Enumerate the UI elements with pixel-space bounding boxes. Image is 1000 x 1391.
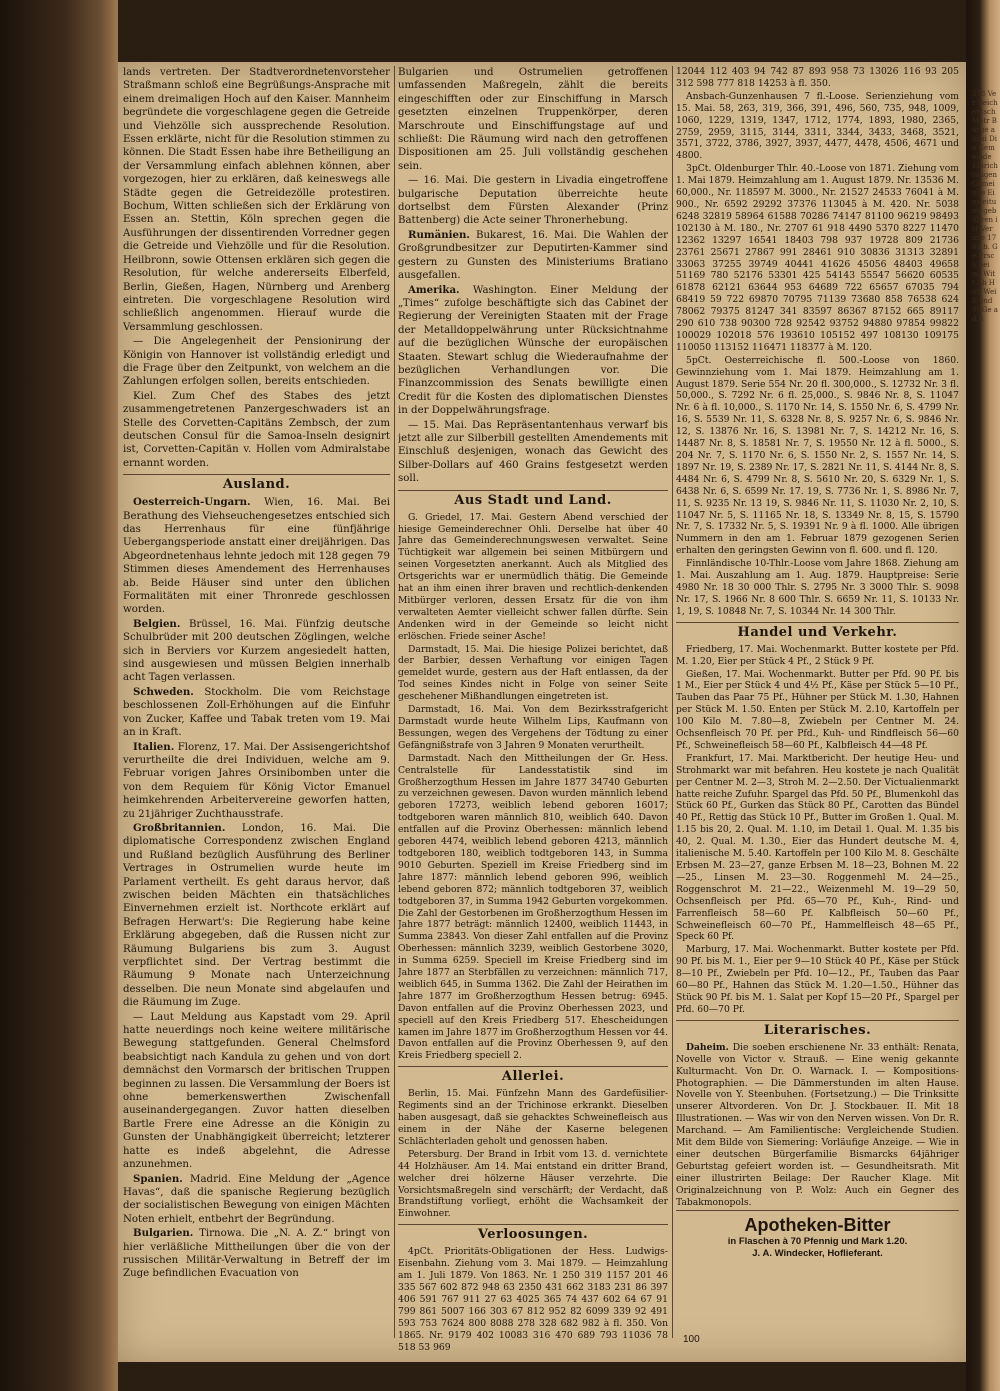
section-heading: Aus Stadt und Land. <box>398 490 668 509</box>
article-paragraph <box>398 644 668 704</box>
next-page-edge <box>966 0 1000 1391</box>
article-paragraph <box>398 66 668 173</box>
section-heading: Ausland. <box>123 474 390 493</box>
article-paragraph <box>123 66 390 334</box>
article-paragraph <box>398 229 668 283</box>
article-text: Petersburg. Der Brand in Irbit vom 13. d. vernichtete 44 Holzhäuser. Am 14. Mai entstand ein dritter Brand, welcher drei hölzerne Häuser verzehrte. Die Vorsichtsmaßregeln sind verschärft; der Verdacht, daß Brandstiftung vorliegt, erhöht die Wachsamkeit der Einwohner. <box>398 1148 668 1220</box>
section-heading: Handel und Verkehr. <box>676 622 959 641</box>
article-text: Stockholm. Die vom Reichstage beschlossenen Zoll-Erhöhungen auf die Einfuhr von Zucker, Kaffee und Tabak treten vom 19. Mai an in Kraft. <box>123 686 390 739</box>
article-text: Darmstadt. Nach den Mittheilungen der Gr. Hess. Centralstelle für Landesstatistik sind im Großherzogthum Hessen im Jahre 1877 34740 Geburten zu verzeichnen gewesen. Davon wurden männlich lebend geboren 17273, weiblich lebend geboren 16017; todtgeboren waren männlich 810, weiblich 640. Davon entfallen auf die Provinz Oberhessen: männlich lebend geboren 4474, weiblich lebend geboren 4213, männlich todtgeboren 180, weiblich todtgeboren 143, in Summa 9010 Geburten. Speziell im Kreise Friedberg sind im Jahre 1877: männlich lebend geboren 996, weiblich lebend geboren 872; männlich todtgeboren 37, weiblich todtgeboren 37, in Summa 1942 Geburten vorgekommen. Die Zahl der Gestorbenen im Großherzogthum Hessen im Jahre 1877 beträgt: männlich 12400, weiblich 11443, in Summa 23843. Von dieser Zahl entfallen auf die Provinz Oberhessen: männlich 3239, weiblich Gestorbene 3020, in Summa 6259. Speciell im Kreise Friedberg sind im Jahre 1877 an Sterbfällen zu verzeichnen: männlich 717, weiblich 645, in Summa 1362. Die Zahl der Heirathen im Jahre 1877 im Großherzogthum Hessen betrug: 6945. Davon entfallen auf die Provinz Oberhessen 2023, und speciell auf den Kreis Friedberg 517. Ehescheidungen kamen im Jahre 1877 im Großherzogthum Hessen vor 44. Davon entfallen auf die Provinz Oberhessen 9, auf den Kreis Friedberg speciell 2. <box>398 752 668 1062</box>
article-lead: Oesterreich-Ungarn. <box>133 496 251 509</box>
article-paragraph <box>123 618 390 685</box>
article-paragraph <box>123 496 390 617</box>
article-text: Wien, 16. Mai. Bei Berathung des Viehseuchengesetzes entschied sich das Herrenhaus für eine fünfjährige Uebergangsperiode anstatt einer dreijährigen. Das Abgeordnetenhaus lehnte jedoch mit 128 gegen 79 Stimmen dieses Amendement des Herrenhauses ab. Beide Häuser sind unter den üblichen Formalitäten mit einer Thronrede geschlossen worden. <box>123 497 390 616</box>
article-paragraph <box>123 335 390 389</box>
section-heading: Verloosungen. <box>398 1224 668 1243</box>
article-text: Frankfurt, 17. Mai. Marktbericht. Der heutige Heu- und Strohmarkt war mit befahren. Heu kostete je nach Qualität per Centner M. 2—3, Stroh M. 2—2.50. Der Victualienmarkt hatte reiche Zufuhr. Spargel das Pfd. 50 Pf., Blumenkohl das Stück 60 Pf., Gurken das Stück 80 Pf., Carotten das Bündel 40 Pf., Rettig das Stück 10 Pf., Butter im Großen 1. Qual. M. 1.15 bis 20, 2. Qual. M. 1.10, im Detail 1. Qual. M. 1.35 bis 40, 2. Qual. M. 1.30., Eier das Hundert deutsche M. 4, italienische M. 5.40. Kartoffeln per 100 Kilo M. 8. Geschälte Erbsen M. 23—27, ganze Erbsen M. 18—23, Bohnen M. 22—25., Linsen M. 23—30. Roggenmehl M. 24—25., Roggenschrot M. 21—22., Weizenmehl M. 19—29 50, Ochsenfleisch per Pfd. 65—70 Pf., Kuh-, Rind- und Farrenfleisch 58—60 Pf. Kalbfleisch 50—60 Pf., Schweinefleisch 60—70 Pf., Hammelfleisch 48—65 Pf., Speck 60 Pf. <box>676 752 959 943</box>
article-paragraph <box>398 512 668 643</box>
article-paragraph <box>676 944 959 1015</box>
article-paragraph <box>398 1149 668 1220</box>
article-paragraph <box>398 174 668 228</box>
article-text: Darmstadt, 16. Mai. Von dem Bezirksstrafgericht Darmstadt wurde heute Wilhelm Lips, Kaufmann von Bessungen, wegen des Vergehens der Tödtung zu einer Gefängnißstrafe von 3 Jahren 9 Monaten verurtheilt. <box>398 704 668 751</box>
article-paragraph <box>676 1042 959 1209</box>
article-lead: Belgien. <box>133 617 181 630</box>
article-lead: Daheim. <box>686 1041 729 1053</box>
article-paragraph <box>398 1088 668 1148</box>
column-divider <box>672 66 673 1338</box>
section-heading: Allerlei. <box>398 1066 668 1085</box>
article-text: Marburg, 17. Mai. Wochenmarkt. Butter kostete per Pfd. 90 Pf. bis M. 1., Eier per 9—10 Stück 40 Pf., Käse per Stück 8—10 Pf., Zwiebeln per Pfd. 10—12., Pf., Tauben das Paar 60—80 Pf., Hahnen das Stück M. 1.20—1.50., Hühner das Stück 90 Pf. bis M. 1. Salat per Kopf 15—20 Pf., Spargel per Pfd. 60—70 Pf. <box>676 944 959 1015</box>
article-text: Ansbach-Gunzenhausen 7 fl.-Loose. Serienziehung vom 15. Mai. 58, 263, 319, 366, 391, 496, 560, 735, 948, 1009, 1060, 1229, 1319, 1347, 1712, 1774, 1893, 1980, 2365, 2759, 2959, 3115, 3144, 3311, 3344, 3433, 3468, 3521, 3571, 3722, 3786, 3927, 3937, 4477, 4478, 4506, 4671 und 4800. <box>676 90 959 162</box>
article-text: G. Griedel, 17. Mai. Gestern Abend verschied der hiesige Gemeinderechner Ohli. Derselbe hat über 40 Jahre das Gemeinderechnungswesen verwaltet. Seine Tüchtigkeit war allgemein bei seinen Mitbürgern und seinen Vorgesetzten anerkannt. Auch als Mitglied des Ortsgerichts war er unermüdlich thätig. Die Gemeinde hat an ihm einen ihrer braven und rechtlich-denkenden Mitbürger verloren, dessen Ersatz für die von ihm verwalteten Aemter vielleicht schwer fallen dürfte. Sein Andenken wird in der Gemeinde so leicht nicht erlöschen. Friede seiner Asche! <box>398 511 668 642</box>
article-lead: Großbritannien. <box>133 821 226 834</box>
article-text: Washington. Einer Meldung der „Times“ zufolge beschäftigte sich das Cabinet der Regierung der Vereinigten Staaten mit der Frage der Metalldoppelwährung unter Rücksichtnahme auf die bezüglichen Wünsche der europäischen Staaten. Stewart schlug die Wiederaufnahme der bezüglichen Verhandlungen vor. Die Finanzcommission des Senats bewilligte einen Credit für die Kosten des diplomatischen Dienstes in der Doppelwährungsfrage. <box>398 284 668 417</box>
article-paragraph <box>123 1173 390 1227</box>
article-text: 12044 112 403 94 742 87 893 958 73 13026 116 93 205 312 598 777 818 14253 à fl. 350. <box>676 66 959 89</box>
article-text: — 16. Mai. Die gestern in Livadia eingetroffene bulgarische Deputation überreichte heute dortselbst dem Fürsten Alexander (Prinz Battenberg) die Acte seiner Thronerhebung. <box>398 175 668 227</box>
advertisement-title: Apotheken-Bitter <box>676 1210 959 1236</box>
next-page-fragment-text: 378 Ver Reich entsch Matr Bürge abzui Die Gemeinde Einrichtungen Gemeinde Einweitung gebühren ist Vermie 1764 b. Ge Ersch heim. Witt Ab Hoff Weiß und St Ge a d n <box>972 90 998 323</box>
article-paragraph <box>123 741 390 821</box>
article-text: Berlin, 15. Mai. Fünfzehn Mann des Gardefüsilier-Regiments sind an der Trichinose erkrankt. Dieselben haben ausgesagt, daß sie gehacktes Schweinefleisch aus einem in der Nähe der Kaserne belegenen Schlächterladen geholt und genossen haben. <box>398 1088 668 1147</box>
article-paragraph <box>123 1227 390 1281</box>
article-text: — 15. Mai. Das Repräsentantenhaus verwarf bis jetzt alle zur Silberbill gestellten Amendements mit Einschluß desjenigen, wonach das Gewicht des Silber-Dollars auf 460 Grains festgesetzt werden soll. <box>398 419 668 485</box>
advertisement-firm: J. A. Windecker, Hoflieferant. <box>752 1248 883 1260</box>
column-right-body <box>676 66 959 1208</box>
article-text: Friedberg, 17. Mai. Wochenmarkt. Butter kostete per Pfd. M. 1.20, Eier per Stück 4 Pf., 2 Stück 9 Pf. <box>676 643 959 667</box>
article-paragraph <box>676 163 959 354</box>
column-right <box>676 66 959 1362</box>
article-text: 5pCt. Oesterreichische fl. 500.-Loose von 1860. Gewinnziehung vom 1. Mai 1879. Heimzahlung am 1. August 1879. Serie 554 Nr. 20 fl. 300,000., S. 12732 Nr. 3 fl. 50,000., S. 7292 Nr. 6 fl. 25,000., S. 9846 Nr. 8, S. 11047 Nr. 6 à fl. 10,000., S. 1170 Nr. 14, S. 1550 Nr. 6, S. 4799 Nr. 16, S. 5539 Nr. 11, S. 6328 Nr. 8, S. 9257 Nr. 6, S. 9846 Nr. 12, S. 13876 Nr. 16, S. 13981 Nr. 7, S. 14212 Nr. 16, S. 14487 Nr. 8, S. 18581 Nr. 7, S. 19550 Nr. 12 à fl. 5000., S. 204 Nr. 7, S. 1170 Nr. 6, S. 1550 Nr. 2, S. 1557 Nr. 14, S. 1897 Nr. 19, S. 2389 Nr. 17, S. 2821 Nr. 11, S. 4144 Nr. 8, S. 4484 Nr. 6, S. 4799 Nr. 8, S. 5610 Nr. 20, S. 6329 Nr. 1, S. 6438 Nr. 6, S. 6599 Nr. 17. 19, S. 7736 Nr. 1, S. 8986 Nr. 7, 11, S. 9235 Nr. 13 19, S. 9846 Nr. 11, S. 11030 Nr. 2, 10, S. 11047 Nr. 5, S. 11165 Nr. 18, S. 13349 Nr. 8, 15, S. 15790 Nr. 7, S. 17332 Nr. 5, S. 19391 Nr. 9 à fl. 1000. Alle übrigen Nummern in den am 1. Februar 1879 gezogenen Serien erhalten den geringsten Gewinn von fl. 600. und fl. 120. <box>676 354 959 557</box>
article-text: Kiel. Zum Chef des Stabes des jetzt zusammengetretenen Panzergeschwaders ist an Stelle des Corvetten-Capitäns Zembsch, der zum deutschen Consul für die Samoa-Inseln designirt ist, Corvetten-Capitän v. Hollen vom Admiralstabe ernannt worden. <box>123 390 390 469</box>
article-lead: Bulgarien. <box>133 1227 194 1240</box>
article-text: Gießen, 17. Mai. Wochenmarkt. Butter per Pfd. 90 Pf. bis 1 M., Eier per Stück 4 und 4½ Pf., Käse per Stück 5—10 Pf., Tauben das Paar 75 Pf., Hühner per Stück M. 1.30, Hahnen per Stück M. 1.50. Enten per Stück M. 2.10, Kartoffeln per 100 Kilo M. 7.80—8, Zwiebeln per Centner M. 24. Ochsenfleisch 70 Pf. per Pfd., Kuh- und Rindfleisch 56—60 Pf., Schweinefleisch 58—60 Pf., Kalbfleisch 44—48 Pf. <box>676 668 959 751</box>
article-lead: Spanien. <box>133 1172 183 1185</box>
article-paragraph <box>676 644 959 668</box>
article-text: Florenz, 17. Mai. Der Assisengerichtshof verurtheilte die drei Individuen, welche am 9. Februar vorigen Jahres Orsinibomben unter die von dem Requiem für König Victor Emanuel heimkehrenden Arbeitervereine geworfen hatten, zu 21jähriger Zuchthausstrafe. <box>123 741 390 820</box>
article-paragraph <box>676 558 959 618</box>
article-text: Brüssel, 16. Mai. Fünfzig deutsche Schulbrüder mit 200 deutschen Zöglingen, welche sich in Berviers vor Kurzem angesiedelt hatten, sind ausgewiesen und müssen Belgien innerhalb acht Tagen verlassen. <box>123 618 390 684</box>
article-lead: Amerika. <box>408 283 460 296</box>
article-paragraph <box>676 753 959 944</box>
advertisement-price-line: in Flaschen à 70 Pfennig und Mark 1.20. <box>727 1236 908 1248</box>
article-paragraph <box>676 91 959 162</box>
article-paragraph <box>676 355 959 557</box>
article-text: Bulgarien und Ostrumelien getroffenen umfassenden Maßregeln, zählt die bereits eingeschifften oder zur Einschiffung in Marsch gesetzten einzelnen Truppenkörper, deren Marschroute und Einschiffungstage auf und schließt: Die Räumung wird nach den getroffenen Dispositionen am 25. Juli vollständig geschehen sein. <box>398 67 668 172</box>
column-divider <box>394 66 395 1338</box>
article-text: Bukarest, 16. Mai. Die Wahlen der Großgrundbesitzer zur Deputirten-Kammer sind gestern zu Gunsten des Ministeriums Bratiano ausgefallen. <box>398 229 668 282</box>
page-number: 100 <box>683 1334 700 1345</box>
article-text: Tirnowa. Die „N. A. Z.“ bringt von hier verläßliche Mittheilungen über die von der russischen Militär-Verwaltung in Betreff der im Zuge befindlichen Evacuation von <box>123 1228 390 1280</box>
article-text: Finnländische 10-Thlr.-Loose vom Jahre 1868. Ziehung am 1. Mai. Auszahlung am 1. Aug. 1879. Hauptpreise: Serie 4980 Nr. 18 30 000 Thlr. S. 2795 Nr. 3 3000 Thlr. S. 9098 Nr. 17, S. 1966 Nr. 8 600 Thlr. S. 6659 Nr. 11, S. 10133 Nr. 1, 19, S. 10848 Nr. 7, S. 10344 Nr. 14 300 Thlr. <box>676 558 959 617</box>
article-text: — Die Angelegenheit der Pensionirung der Königin von Hannover ist vollständig erledigt und die Frage über den Zeitpunkt, von welchem an die Zahlungen erfolgen sollen, bereits entschieden. <box>123 336 390 388</box>
article-lead: Italien. <box>133 740 175 753</box>
column-left <box>123 66 390 1362</box>
newspaper-page <box>118 62 966 1362</box>
article-paragraph <box>398 753 668 1063</box>
article-paragraph <box>123 822 390 1010</box>
article-paragraph <box>398 1246 668 1353</box>
advertisement <box>676 1210 959 1260</box>
article-text: Darmstadt, 15. Mai. Die hiesige Polizei berichtet, daß der Barbier, dessen Verhaftung vor einigen Tagen gemeldet wurde, gestern aus der Haft entlassen, da der Tod seines Kindes nicht in Folge von seiner Seite geschehener Mißhandlungen eingetreten ist. <box>398 643 668 703</box>
article-paragraph <box>398 419 668 486</box>
article-paragraph <box>123 390 390 470</box>
article-text: London, 16. Mai. Die diplomatische Correspondenz zwischen England und Rußland bezüglich Ausführung des Berliner Vertrages in Ostrumelien wurde heute im Parlament vertheilt. Es geht daraus hervor, daß zwischen beiden Mächten ein thatsächliches Einvernehmen erzielt ist. Northcote erklärt auf Befragen Herwart's: Die Regierung habe keine Erklärung abgegeben, daß die Russen nicht zur Räumung Bulgariens bis zum 3. August verpflichtet sind. Der Vertrag bestimmt die Räumung 9 Monate nach Unterzeichnung desselben. Die neun Monate sind abgelaufen und die Räumung im Zuge. <box>123 822 390 1009</box>
article-paragraph <box>123 1011 390 1172</box>
article-paragraph <box>676 66 959 90</box>
article-lead: Schweden. <box>133 685 194 698</box>
article-text: lands vertreten. Der Stadtverordnetenvorsteher Straßmann schloß eine Begrüßungs-Ansprache mit einem dreimaligen Hoch auf den Kaiser. Mannheim begründete die vorgeschlagene gegen die Getreide und Viehzölle sich aussprechende Resolution. Essen erklärte, nicht für die Resolution stimmen zu können. Die Stadt Essen habe ihre Betheiligung an der Versammlung einfach ablehnen können, aber vorgezogen, hier zu erklären, daß keineswegs alle Städte gegen die Getreidezölle protestiren. Bochum, Witten schließen sich der Erklärung von Essen an. Stettin, Köln sprechen gegen die Ausführungen der dissentirenden Vorredner gegen die Getreide und Viehzölle und für die Resolution. Heilbronn, sowie Ottensen erklären sich gegen die Resolution, für welche andererseits Elberfeld, Berlin, Gießen, Hagen, Nürnberg und Arenberg eintreten. Die vorgeschlagene Resolution wird schließlich angenommen. Hierauf wurde die Versammlung geschlossen. <box>123 67 390 333</box>
article-paragraph <box>676 669 959 752</box>
article-text: 3pCt. Oldenburger Thlr. 40.-Loose von 1871. Ziehung vom 1. Mai 1879. Heimzahlung am 1. August 1879. Nr. 13536 M. 60,000., Nr. 118597 M. 3000., Nr. 21527 24533 76041 à M. 900., Nr. 6592 29292 37376 113045 à M. 420. Nr. 5038 6248 32819 58964 61588 70286 74147 81100 96219 98493 102130 à M. 180., Nr. 2707 61 918 4490 5370 8227 11470 12362 13297 16541 18403 798 937 19728 809 21736 23761 25671 27867 991 28461 910 30836 31313 32891 33063 37255 39749 40441 41626 45056 48403 49658 51169 780 52176 53301 425 54143 55547 56620 60535 61878 62121 63644 953 64689 722 65657 67035 794 68419 59 722 69870 70795 71139 73680 858 76538 624 78062 79375 81247 341 83597 86367 87152 665 89117 290 610 738 90300 728 92542 93752 94880 97854 99822 100029 102018 576 193610 105152 497 108130 109175 110050 113152 116471 118377 à M. 120. <box>676 163 959 353</box>
article-text: — Laut Meldung aus Kapstadt vom 29. April hatte neuerdings noch keine weitere militärische Bewegung stattgefunden. General Chelmsford beabsichtigt nach Kandula zu gehen und von dort demnächst den Vormarsch der britischen Truppen beginnen zu lassen. Die Versammlung der Boers ist ohne bemerkenswerthen Zwischenfall auseinandergegangen. Zuvor hatten dieselben Bartle Frere eine Adresse an die Königin zu Gunsten der Unabhängigkeit überreicht; letzterer hatte es indeß abgelehnt, die Adresse anzunehmen. <box>123 1011 390 1171</box>
article-text: Madrid. Eine Meldung der „Agence Havas“, daß die spanische Regierung bezüglich der socialistischen Bewegung von einigen Mächten Noten erhielt, entbehrt der Begründung. <box>123 1173 390 1225</box>
article-paragraph <box>123 686 390 740</box>
binding-gutter-left <box>0 0 118 1391</box>
article-lead: Rumänien. <box>408 228 470 241</box>
column-middle <box>398 66 668 1362</box>
article-text: 4pCt. Prioritäts-Obligationen der Hess. Ludwigs-Eisenbahn. Ziehung vom 3. Mai 1879. — Heimzahlung am 1. Juli 1879. Von 1863. Nr. 1 250 319 1157 201 46 335 567 602 872 948 63 2350 431 662 3183 231 86 397 406 591 767 911 27 63 4025 365 74 437 602 64 67 91 799 861 5007 166 303 67 812 952 82 6099 339 92 491 593 753 7624 800 8088 278 328 682 982 à fl. 350. Von 1865. Nr. 9179 402 10083 316 470 689 793 11036 78 518 53 969 <box>398 1246 668 1353</box>
article-paragraph <box>398 284 668 418</box>
article-text: Die soeben erschienene Nr. 33 enthält: Renata, Novelle von Victor v. Strauß. — Eine wenig gekannte Kulturmacht. Von Dr. O. Warnack. I. — Kompositions-Photographien. — Die Dämmerstunden im alten Hause. Novelle von Y. Steenbuhen. (Fortsetzung.) — Die Trinksitte unserer Altvorderen. Von Dr. J. Stockbauer. II. Mit 18 Illustrationen. — Was wir von den Nerven wissen. Von Dr. R. Marchand. — Am Familientische: Vergleichende Studien. Mit dem Bilde von Siemering: Vorläufige Anzeige. — Wie in einer deutschen Bürgerfamilie Bismarcks 64jähriger Geburtstag gefeiert worden ist. — Gesundheitsrath. Mit einer illustrirten Beilage: Der Raucher Klage. Mit Originalzeichnung von P. Wolz: Auch ein Gegner des Tabakmonopols. <box>676 1041 959 1208</box>
section-heading: Literarisches. <box>676 1020 959 1039</box>
article-paragraph <box>398 704 668 752</box>
